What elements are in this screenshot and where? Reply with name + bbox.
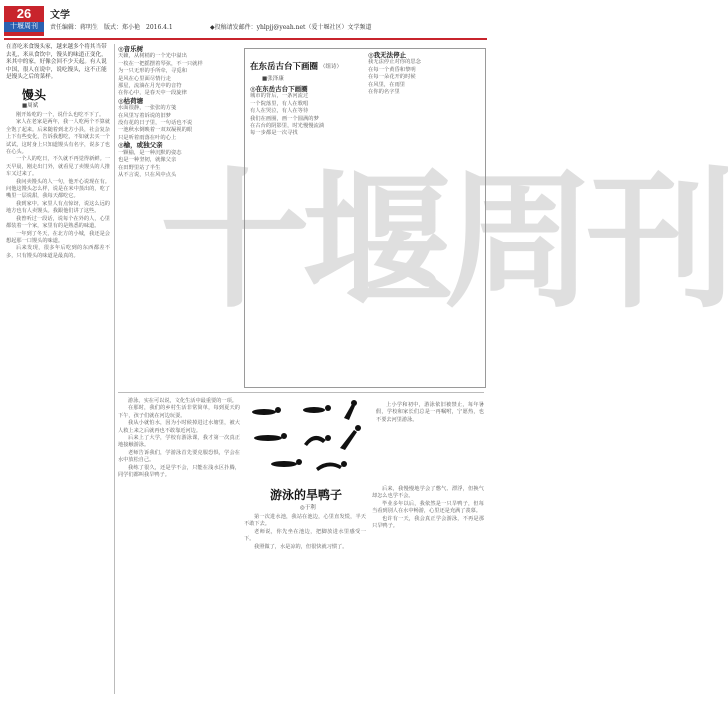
poem-line: 在古台的阴影里，时光慢慢流淌 bbox=[250, 123, 325, 130]
paragraph: 后来发现，很多年后吃到的东西都差不多，只有馒头的味道是最真的。 bbox=[6, 245, 110, 259]
paragraph: 我照做了，水是凉的，但很快就习惯了。 bbox=[254, 543, 348, 550]
paragraph: 一年到了冬天，在北方的小城，我还是会想起那一口馒头的味道。 bbox=[6, 230, 110, 244]
poem-line: 天籁，从树梢的一个光中溢出 bbox=[118, 53, 187, 60]
poem-line: 是风在心里面尽情行走 bbox=[118, 75, 171, 82]
watermark: 十堰周刊 bbox=[160, 155, 728, 329]
contribution-info: ◆投稿请发邮件：yhlpjj@yeah.net（爱十堰社区）文学频道 bbox=[210, 24, 372, 31]
paragraph: 家人在老家是两年，我一人吃两个不算就全饱了起来。后来随着到北方小县，社会复杂上下有些变化，告诉我想吃，不如就去买一个试试，这时身上只知道馒头有名字，说多了也在心头。 bbox=[6, 119, 110, 156]
article-body-mantou bbox=[6, 112, 110, 697]
paragraph: 后来，我慢慢地学会了憋气、漂浮，但换气却怎么也学不会。 bbox=[372, 486, 484, 500]
boxed-poem-right bbox=[368, 52, 480, 382]
swim-article-title: 游泳的旱鸭子 bbox=[270, 488, 343, 502]
paragraph: 毕业多年以后，我依然是一只旱鸭子，但每当看到别人在水中畅游，心里还是充满了羡慕。 bbox=[372, 500, 484, 515]
paragraph: 我练了很久，还是学不会，只能在浅水区扑腾，同学们都叫我旱鸭子。 bbox=[118, 464, 240, 479]
poem-line: 只是听着雨落在叶的心上 bbox=[118, 134, 177, 141]
boxed-subheading-1: ◎在东岳古台下画圈 bbox=[250, 85, 308, 93]
poem-heading-3: ◎榆，或独父亲 bbox=[118, 141, 163, 150]
paragraph: 老师告诉我们，学游泳首先要克服恐惧，学会在水中放松自己。 bbox=[118, 449, 240, 464]
section-title: 文学 bbox=[50, 10, 70, 21]
poem-line: 从不言说，只在风中点头 bbox=[118, 171, 177, 178]
paragraph: 我问卖馒头的人一句，他开心说现在有。问他这馒头怎么样，说是在米中蒸出的，吃了嘴里一层说甜，我每天都吃它。 bbox=[6, 178, 110, 200]
article-intro: 在喜吃米食馒头家，越来越多个将其当带去礼，米从食饮中，馒头的味道正变化，米其中的家，好像会回不少天起。有人说中国，很人在说中，说吃馒头，这不正能是馒头之后的菜样。 bbox=[6, 44, 107, 81]
poem-line: 一枚在一把摇摆着琴弦，不一只就样 bbox=[118, 60, 203, 67]
poem-line: 在每一朵花开的时候 bbox=[368, 74, 416, 81]
page-name: 十堰周刊 bbox=[4, 22, 44, 32]
swim-article-body-right bbox=[372, 486, 484, 696]
poem-line: 在风里，在雨里 bbox=[368, 81, 406, 88]
editor-credits: 责任编辑：蒋明生 版式：郑小艳 2016.4.1 bbox=[50, 24, 173, 31]
swim-caption bbox=[376, 402, 484, 480]
swimmers-illustration bbox=[244, 398, 374, 480]
swim-article-body-left bbox=[118, 398, 240, 696]
swim-article-body-mid bbox=[244, 514, 366, 696]
caption-text: 上小学和初中，游泳依旧被禁止，每年暑假，学校和家长们总是一再嘱咐，宁愿热，也不要去河里游泳。 bbox=[376, 402, 484, 423]
poem-line: 一池秋水倒映着一双双凝视的眼 bbox=[118, 127, 193, 134]
paragraph: 也许有一天，我会真正学会游泳，不再是那只旱鸭子。 bbox=[372, 515, 484, 530]
poem-heading-2: ◎枯荷塘 bbox=[118, 96, 144, 105]
paragraph: 我曾听过一段话，说每个在外的人，心里都装着一个家，家里有的是熟悉的味道。 bbox=[6, 215, 110, 230]
poem-line: 在每一个黄昏和黎明 bbox=[368, 66, 416, 73]
poem-line: 没有花的日子里，一句话也不说 bbox=[118, 120, 193, 127]
page-number: 26 bbox=[16, 6, 32, 21]
poems-column bbox=[118, 46, 238, 386]
poem-line: 一颗榆，是一种沉默的姿态 bbox=[118, 149, 182, 156]
column-divider bbox=[114, 44, 115, 694]
poem-line: 在你的名字里 bbox=[368, 89, 400, 96]
poem-line: 在风里写着诉说的旧梦 bbox=[118, 112, 171, 119]
poem-line: 在田野里站了半生 bbox=[118, 164, 161, 171]
poem-line: 也是一种坚韧，就像父亲 bbox=[118, 157, 177, 164]
poem-line: 城市的背后，一条河流过 bbox=[250, 93, 309, 100]
paragraph: 游泳，实在可以说，文化生活中最重要的一项。 bbox=[128, 398, 237, 404]
poem-line: 为一只无形的手所牵，寻觅和 bbox=[118, 68, 187, 75]
page-number-box bbox=[4, 6, 44, 36]
paragraph: 在那时，我们的乡村生活非常简单，每到夏天的下午，孩子们就在河边玩耍。 bbox=[118, 405, 240, 419]
poem-line: 一个院落里，有人在歌唱 bbox=[250, 100, 309, 107]
paragraph: 一个人的吃日，不久就不再觉得新鲜。一天早晨，刚走出门外，就看见了卖馒头的人推车又过来了。 bbox=[6, 156, 110, 178]
poem-line: 每一步都是一次寻找 bbox=[250, 130, 298, 137]
boxed-poem-left bbox=[250, 86, 360, 381]
article-byline-mantou: ■周斌 bbox=[22, 103, 39, 109]
page-header bbox=[0, 0, 491, 40]
section-divider bbox=[118, 392, 484, 393]
paragraph: 我到家中。家里人有点惊讶，说这么远的地方也有人卖馒头。我跟他们讲了这些。 bbox=[6, 200, 110, 215]
boxed-poem-tag: （组诗） bbox=[320, 64, 343, 70]
poem-line: 我们在画圈，画一个圆满的梦 bbox=[250, 115, 319, 122]
paragraph: 后来上了大学，学校有游泳课，我才第一次真正地接触游泳。 bbox=[118, 435, 240, 449]
boxed-subheading-2: ◎我无法停止 bbox=[368, 51, 407, 59]
poem-line: 我无法停止对你的思念 bbox=[368, 59, 421, 66]
poem-line: 那星，流淌在月光中的音符 bbox=[118, 83, 182, 90]
paragraph: 第一次进水池，我站在池边，心里直发慌，半天不敢下去。 bbox=[244, 514, 366, 528]
header-rule bbox=[4, 38, 487, 40]
paragraph: 刚开始吃的一个，说什么也吃不下了。 bbox=[16, 112, 105, 118]
poem-heading-1: ◎音乐树 bbox=[118, 45, 144, 53]
boxed-poem-byline: ■张泽康 bbox=[262, 76, 284, 82]
poem-line: 有人在哭泣，有人在等待 bbox=[250, 108, 309, 115]
swim-article-byline: ◎于利 bbox=[300, 505, 316, 511]
paragraph: 老师说，你先坐在池边，把脚放进水里感受一下。 bbox=[244, 528, 366, 543]
paragraph: 我从小就怕水，因为小时候掉进过水塘里，被大人救上来之后就再也不敢靠近河边。 bbox=[118, 420, 240, 434]
boxed-poem-title: 在东岳古台下画圈 bbox=[250, 62, 319, 72]
poem-line: 在你心中，是春天中一段旋律 bbox=[118, 90, 187, 97]
article-title-mantou: 馒头 bbox=[22, 88, 47, 102]
poem-line: 水面很静，一张张的方笺 bbox=[118, 105, 177, 112]
